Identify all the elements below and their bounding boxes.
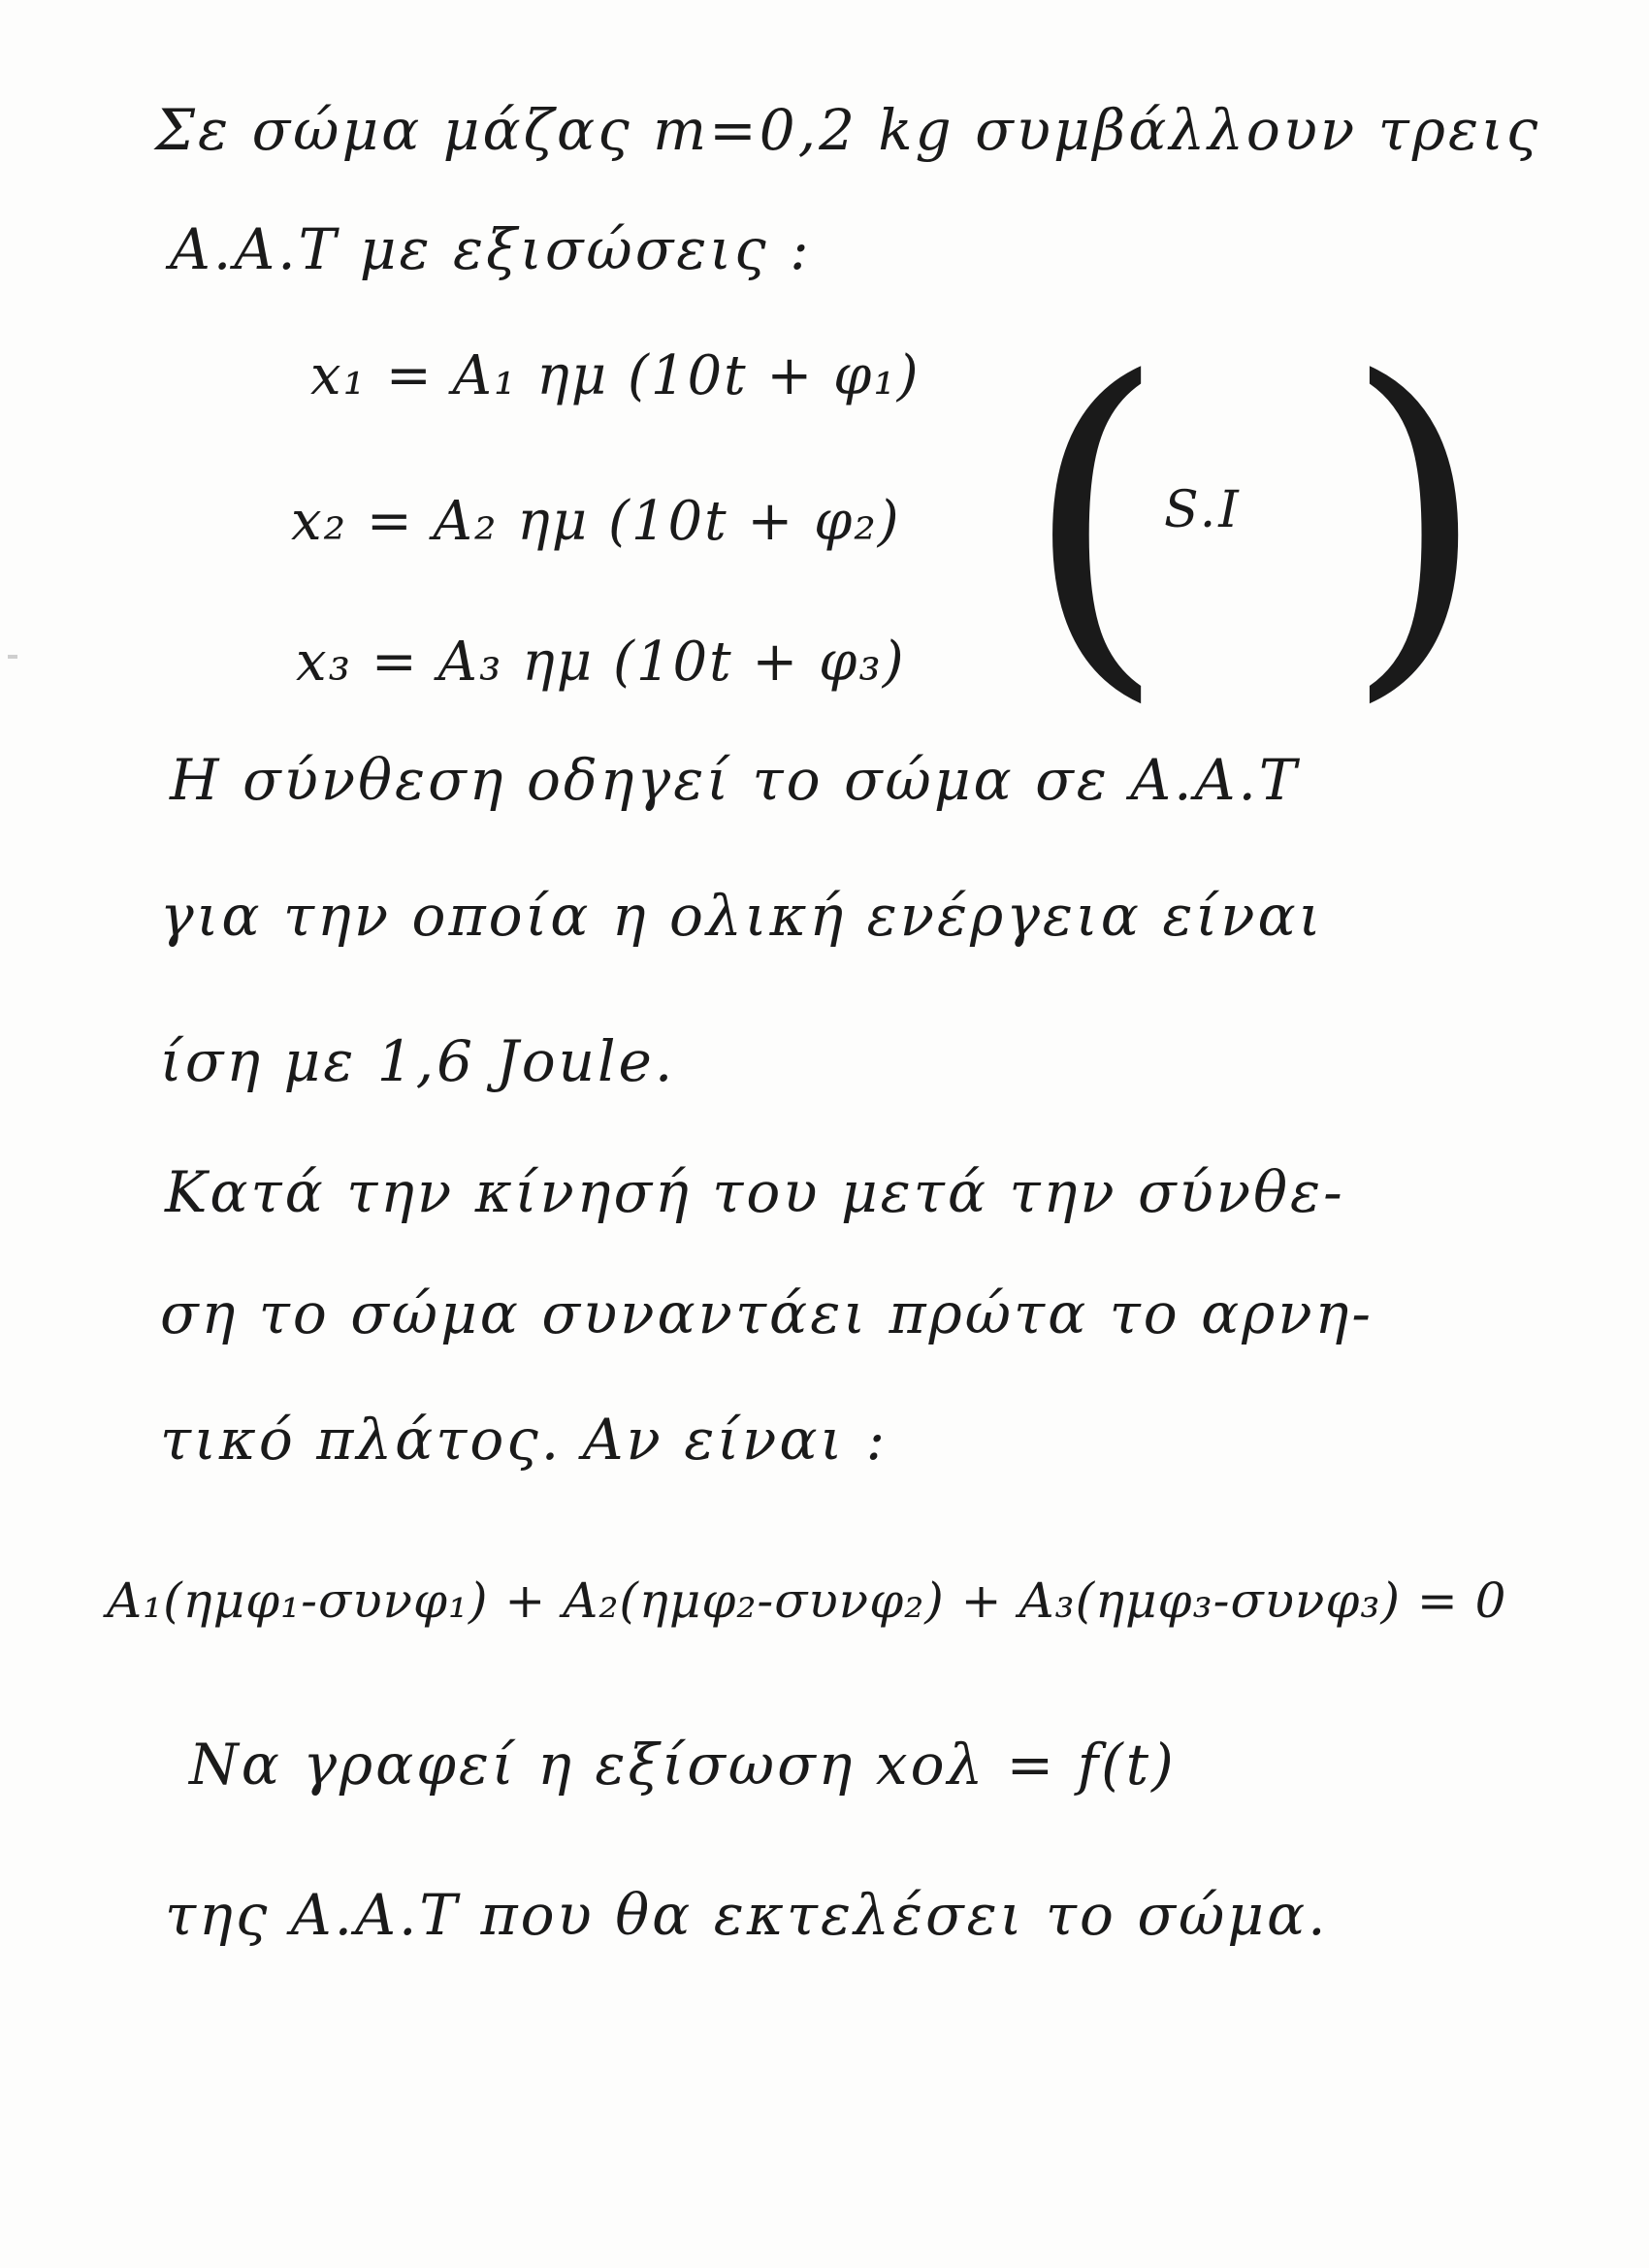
text-line-14: της Α.Α.Τ που θα εκτελέσει το σώμα. [165, 1882, 1329, 1948]
equation-x1: x₁ = A₁ ημ (10t + φ₁) [310, 344, 921, 407]
text-line-7: για την οποία η ολική ενέργεια είναι [160, 883, 1324, 949]
units-label: S.I [1164, 481, 1242, 539]
scan-artifact [8, 655, 17, 659]
text-line-1: Σε σώμα μάζας m=0,2 kg συμβάλλουν τρεις [155, 97, 1541, 163]
text-line-13: Να γραφεί η εξίσωση xολ = f(t) [189, 1732, 1177, 1798]
text-line-11: τικό πλάτος. Αν είναι : [160, 1407, 889, 1473]
equation-x2: x₂ = A₂ ημ (10t + φ₂) [291, 490, 901, 553]
condition-equation: A₁(ημφ₁-συνφ₁) + A₂(ημφ₂-συνφ₂) + A₃(ημφ₃-συνφ₃) = 0 [107, 1572, 1507, 1629]
text-line-10: ση το σώμα συναντάει πρώτα το αρνη- [160, 1280, 1374, 1346]
left-brace: ( [1023, 304, 1168, 733]
equation-x3: x₃ = A₃ ημ (10t + φ₃) [296, 631, 906, 694]
right-brace: ) [1343, 304, 1488, 733]
text-line-9: Κατά την κίνησή του μετά την σύνθε- [165, 1159, 1345, 1225]
text-line-6: Η σύνθεση οδηγεί το σώμα σε Α.Α.Τ [170, 747, 1300, 813]
text-line-8: ίση με 1,6 Joule. [160, 1028, 676, 1094]
text-line-2: Α.Α.Τ με εξισώσεις : [170, 216, 812, 282]
